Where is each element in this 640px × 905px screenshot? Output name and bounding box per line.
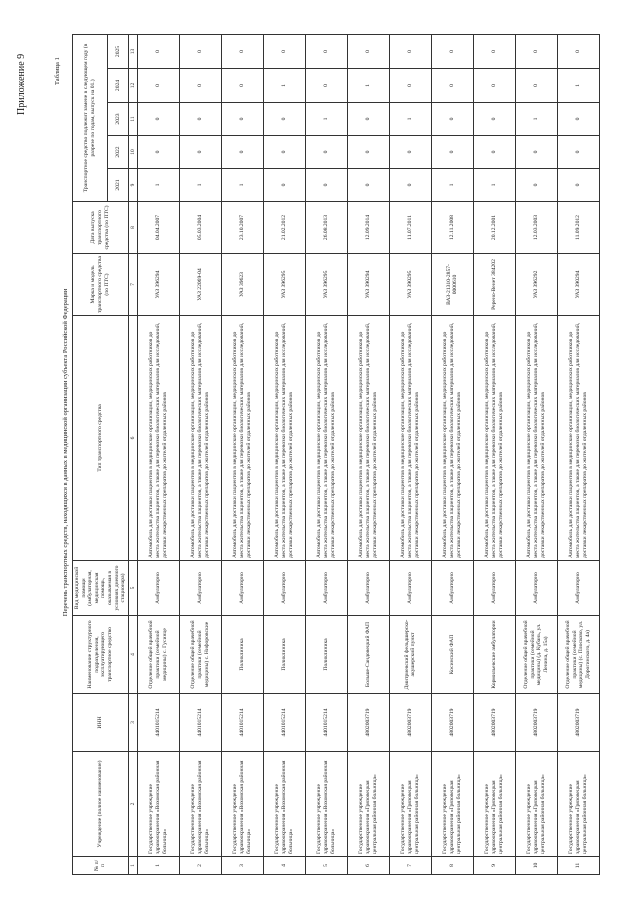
- table-title: Перечень транспортных средств, находящихся в данных в медицинской организации субъекта Российской Федерации: [62, 288, 69, 617]
- replacement-flag: 0: [263, 169, 305, 202]
- inn-cell: 4802003719: [473, 694, 515, 752]
- row-number: 11: [557, 857, 599, 875]
- replacement-flag: 0: [347, 169, 389, 202]
- care-kind: Амбулаторно: [473, 561, 515, 616]
- inn-cell: 4401015214: [263, 694, 305, 752]
- vehicle-model: УАЗ 396295: [263, 254, 305, 316]
- replacement-flag: 0: [221, 136, 263, 169]
- vehicle-model: УАЗ 390294: [347, 254, 389, 316]
- replacement-flag: 0: [179, 103, 221, 136]
- replacement-flag: 0: [347, 34, 389, 68]
- vehicle-model: УАЗ 390294: [557, 254, 599, 316]
- care-kind: Амбулаторно: [557, 561, 599, 616]
- inn-cell: 4802003719: [515, 694, 557, 752]
- column-number-row: [128, 34, 137, 874]
- col-header-org: Учреждение (полное наименование): [73, 752, 129, 857]
- replacement-flag: 0: [431, 34, 473, 68]
- unit-name: Больше-Сандовецкий ФАП: [347, 616, 389, 694]
- care-kind: Амбулаторно: [347, 561, 389, 616]
- column-number: 4: [128, 616, 137, 694]
- replacement-flag: 0: [137, 103, 179, 136]
- col-header-2023: 2023: [108, 103, 129, 136]
- vehicle-model: УАЗ 396295: [305, 254, 347, 316]
- release-date: 21.02.2012: [263, 202, 305, 254]
- table-row: [473, 34, 515, 874]
- unit-name: Отделение общей врачебной практики (семейной медицины) с. Гусинце: [137, 616, 179, 694]
- table-row: [557, 34, 599, 874]
- replacement-flag: 0: [221, 69, 263, 103]
- vehicle-model: ВАЗ-21310-2857-0000610: [431, 254, 473, 316]
- column-number: 3: [128, 694, 137, 752]
- replacement-flag: 0: [305, 69, 347, 103]
- col-header-unit: Наименование структурного подразделения, эксплуатирующего транспортное средство: [73, 616, 129, 694]
- inn-cell: 4401015214: [221, 694, 263, 752]
- org-name: Государственное учреждение здравоохранения «Вохомская районная больница»: [179, 752, 221, 857]
- replacement-flag: 0: [557, 169, 599, 202]
- replacement-flag: 1: [431, 169, 473, 202]
- release-date: 04.04.2007: [137, 202, 179, 254]
- column-number: 2: [128, 752, 137, 857]
- table-row: [431, 34, 473, 874]
- row-number: 8: [431, 857, 473, 875]
- unit-name: Поликлиника: [263, 616, 305, 694]
- col-header-num: № п/п: [73, 857, 129, 875]
- col-header-type: Тип транспортного средства: [73, 316, 129, 561]
- vehicle-type: Автомобиль для доставки пациентов в медицинские организации, медицинских работников до места жительства пациентов, а также для перевозки биологических материалов для исследований, доставки лекарственных препаратов до жителей отдаленных районов: [305, 316, 347, 561]
- replacement-flag: 0: [263, 136, 305, 169]
- org-name: Государственное учреждение здравоохранения «Грязовецкая центральная районная больница»: [473, 752, 515, 857]
- replacement-flag: 1: [389, 103, 431, 136]
- vehicle-model: УАЗ 390295: [389, 254, 431, 316]
- unit-name: Поликлиника: [221, 616, 263, 694]
- vehicle-model: УАЗ 39623: [221, 254, 263, 316]
- replacement-flag: 0: [389, 136, 431, 169]
- care-kind: Амбулаторно: [179, 561, 221, 616]
- unit-name: Дмитриевский фельдшерско-акушерский пункт: [389, 616, 431, 694]
- replacement-flag: 0: [431, 136, 473, 169]
- org-name: Государственное учреждение здравоохранения «Грязовецкая центральная районная больница»: [389, 752, 431, 857]
- org-name: Государственное учреждение здравоохранения «Вохомская районная больница»: [305, 752, 347, 857]
- release-date: 12.03.2003: [515, 202, 557, 254]
- release-date: 11.07.2011: [389, 202, 431, 254]
- care-kind: Амбулаторно: [137, 561, 179, 616]
- row-number: 2: [179, 857, 221, 875]
- row-number: 5: [305, 857, 347, 875]
- replacement-flag: 0: [389, 34, 431, 68]
- col-header-2021: 2021: [108, 169, 129, 202]
- care-kind: Амбулаторно: [305, 561, 347, 616]
- replacement-flag: 0: [431, 69, 473, 103]
- vehicle-model: УАЗ 22069-04: [179, 254, 221, 316]
- vehicle-type: Автомобиль для доставки пациентов в медицинские организации, медицинских работников до места жительства пациентов, а также для перевозки биологических материалов для исследований, доставки лекарственных препаратов до жителей отдаленных районов: [137, 316, 179, 561]
- vehicle-type: Автомобиль для доставки пациентов в медицинские организации, медицинских работников до места жительства пациентов, а также для перевозки биологических материалов для исследований, доставки лекарственных препаратов до жителей отдаленных районов: [515, 316, 557, 561]
- inn-cell: 4802003719: [347, 694, 389, 752]
- replacement-flag: 0: [557, 136, 599, 169]
- replacement-flag: 0: [389, 169, 431, 202]
- replacement-flag: 0: [137, 136, 179, 169]
- vehicle-model: Ререно-Венет 384202: [473, 254, 515, 316]
- col-header-replacement: Транспортное средство подлежит замене в следующем году (в разрезе по годам, выпуск на 01.): [73, 34, 108, 201]
- inn-cell: 4802003719: [389, 694, 431, 752]
- replacement-flag: 0: [221, 103, 263, 136]
- row-number: 1: [137, 857, 179, 875]
- vehicle-table: [72, 34, 600, 875]
- replacement-flag: 0: [557, 103, 599, 136]
- col-header-2025: 2025: [108, 34, 129, 68]
- row-number: 6: [347, 857, 389, 875]
- unit-name: Поликлиника: [305, 616, 347, 694]
- replacement-flag: 1: [179, 169, 221, 202]
- replacement-flag: 1: [137, 169, 179, 202]
- row-number: 9: [473, 857, 515, 875]
- unit-name: Кормильевские амбулатории: [473, 616, 515, 694]
- inn-cell: 4802003719: [557, 694, 599, 752]
- col-header-model: Марка и модель транспортного средства (по ПТС): [73, 254, 129, 316]
- inn-cell: 4401015214: [305, 694, 347, 752]
- replacement-flag: 0: [515, 136, 557, 169]
- replacement-flag: 0: [305, 34, 347, 68]
- column-number: 1: [128, 857, 137, 875]
- replacement-flag: 1: [221, 169, 263, 202]
- col-header-2022: 2022: [108, 136, 129, 169]
- replacement-flag: 0: [473, 103, 515, 136]
- replacement-flag: 1: [515, 103, 557, 136]
- table-number: Таблица 1: [54, 57, 61, 85]
- replacement-flag: 1: [263, 69, 305, 103]
- replacement-flag: 0: [389, 69, 431, 103]
- replacement-flag: 0: [263, 34, 305, 68]
- unit-name: Отделение общей врачебной практики (семейной медицины) (с. Плосково, ул. Дорогинского, д. 4а): [557, 616, 599, 694]
- vehicle-type: Автомобиль для доставки пациентов в медицинские организации, медицинских работников до места жительства пациентов, а также для перевозки биологических материалов для исследований, доставки лекарственных препаратов до жителей отдаленных районов: [473, 316, 515, 561]
- replacement-flag: 1: [473, 169, 515, 202]
- replacement-flag: 0: [515, 169, 557, 202]
- inn-cell: 4401015214: [179, 694, 221, 752]
- care-kind: Амбулаторно: [515, 561, 557, 616]
- replacement-flag: 0: [179, 136, 221, 169]
- table-row: [221, 34, 263, 874]
- release-date: 20.12.2001: [473, 202, 515, 254]
- table-row: [179, 34, 221, 874]
- table-row: [137, 34, 179, 874]
- replacement-flag: 0: [431, 103, 473, 136]
- column-number: 10: [128, 136, 137, 169]
- replacement-flag: 0: [263, 103, 305, 136]
- replacement-flag: 0: [473, 69, 515, 103]
- replacement-flag: 0: [515, 34, 557, 68]
- release-date: 26.08.2013: [305, 202, 347, 254]
- vehicle-model: УАЗ 396294: [137, 254, 179, 316]
- org-name: Государственное учреждение здравоохранения «Вохомская районная больница»: [221, 752, 263, 857]
- column-number: 13: [128, 34, 137, 68]
- replacement-flag: 0: [137, 34, 179, 68]
- care-kind: Амбулаторно: [431, 561, 473, 616]
- table-row: [305, 34, 347, 874]
- replacement-flag: 1: [305, 103, 347, 136]
- unit-name: Отделение общей врачебной практики (семейной медицины) (д. Кубань, ул. Ленина, д. 15а): [515, 616, 557, 694]
- org-name: Государственное учреждение здравоохранения «Грязовецкая центральная районная больница»: [347, 752, 389, 857]
- column-number: 5: [128, 561, 137, 616]
- replacement-flag: 1: [557, 69, 599, 103]
- org-name: Государственное учреждение здравоохранения «Грязовецкая центральная районная больница»: [431, 752, 473, 857]
- release-date: 23.10.2007: [221, 202, 263, 254]
- vehicle-type: Автомобиль для доставки пациентов в медицинские организации, медицинских работников до места жительства пациентов, а также для перевозки биологических материалов для исследований, доставки лекарственных препаратов до жителей отдаленных районов: [263, 316, 305, 561]
- row-number: 7: [389, 857, 431, 875]
- replacement-flag: 0: [347, 103, 389, 136]
- table-row: [389, 34, 431, 874]
- column-number: 7: [128, 254, 137, 316]
- vehicle-type: Автомобиль для доставки пациентов в медицинские организации, медицинских работников до места жительства пациентов, а также для перевозки биологических материалов для исследований, доставки лекарственных препаратов до жителей отдаленных районов: [557, 316, 599, 561]
- release-date: 12.11.2008: [431, 202, 473, 254]
- unit-name: Отделение общей врачебной практики (семейной медицины) с. Нифоровские: [179, 616, 221, 694]
- table-body: [137, 34, 599, 874]
- org-name: Государственное учреждение здравоохранения «Грязовецкая центральная районная больница»: [557, 752, 599, 857]
- replacement-flag: 0: [473, 136, 515, 169]
- col-header-2024: 2024: [108, 69, 129, 103]
- inn-cell: 4401015214: [137, 694, 179, 752]
- row-number: 3: [221, 857, 263, 875]
- replacement-flag: 0: [347, 136, 389, 169]
- care-kind: Амбулаторно: [389, 561, 431, 616]
- table-row: [515, 34, 557, 874]
- vehicle-type: Автомобиль для доставки пациентов в медицинские организации, медицинских работников до места жительства пациентов, а также для перевозки биологических материалов для исследований, доставки лекарственных препаратов до жителей отдаленных районов: [179, 316, 221, 561]
- care-kind: Амбулаторно: [221, 561, 263, 616]
- unit-name: Косинский ФАП: [431, 616, 473, 694]
- replacement-flag: 0: [179, 69, 221, 103]
- vehicle-type: Автомобиль для доставки пациентов в медицинские организации, медицинских работников до места жительства пациентов, а также для перевозки биологических материалов для исследований, доставки лекарственных препаратов до жителей отдаленных районов: [431, 316, 473, 561]
- column-number: 6: [128, 316, 137, 561]
- vehicle-model: УАЗ 396292: [515, 254, 557, 316]
- appendix-label: Приложение 9: [16, 53, 27, 115]
- row-number: 4: [263, 857, 305, 875]
- care-kind: Амбулаторно: [263, 561, 305, 616]
- table-row: [263, 34, 305, 874]
- org-name: Государственное учреждение здравоохранения «Вохомская районная больница»: [263, 752, 305, 857]
- column-number: 8: [128, 202, 137, 254]
- column-number: 12: [128, 69, 137, 103]
- release-date: 12.09.2014: [347, 202, 389, 254]
- vehicle-type: Автомобиль для доставки пациентов в медицинские организации, медицинских работников до места жительства пациентов, а также для перевозки биологических материалов для исследований, доставки лекарственных препаратов до жителей отдаленных районов: [347, 316, 389, 561]
- replacement-flag: 0: [557, 34, 599, 68]
- release-date: 11.09.2012: [557, 202, 599, 254]
- replacement-flag: 1: [347, 69, 389, 103]
- replacement-flag: 0: [137, 69, 179, 103]
- replacement-flag: 0: [305, 169, 347, 202]
- col-header-inn: ИНН: [73, 694, 129, 752]
- replacement-flag: 0: [305, 136, 347, 169]
- replacement-flag: 0: [515, 69, 557, 103]
- org-name: Государственное учреждение здравоохранения «Вохомская районная больница»: [137, 752, 179, 857]
- replacement-flag: 0: [221, 34, 263, 68]
- vehicle-type: Автомобиль для доставки пациентов в медицинские организации, медицинских работников до места жительства пациентов, а также для перевозки биологических материалов для исследований, доставки лекарственных препаратов до жителей отдаленных районов: [221, 316, 263, 561]
- col-header-date: Дата выпуска транспортного средства (по ПТС): [73, 202, 129, 254]
- column-number: 9: [128, 169, 137, 202]
- release-date: 05.03.2004: [179, 202, 221, 254]
- column-number: 11: [128, 103, 137, 136]
- row-number: 10: [515, 857, 557, 875]
- replacement-flag: 0: [473, 34, 515, 68]
- col-header-kind: Вид медицинской помощи (амбулаторная, медицинская помощь, оказываемая в условиях дневного стационара): [73, 561, 129, 616]
- replacement-flag: 0: [179, 34, 221, 68]
- vehicle-type: Автомобиль для доставки пациентов в медицинские организации, медицинских работников до места жительства пациентов, а также для перевозки биологических материалов для исследований, доставки лекарственных препаратов до жителей отдаленных районов: [389, 316, 431, 561]
- inn-cell: 4802003719: [431, 694, 473, 752]
- org-name: Государственное учреждение здравоохранения «Грязовецкая центральная районная больница»: [515, 752, 557, 857]
- table-row: [347, 34, 389, 874]
